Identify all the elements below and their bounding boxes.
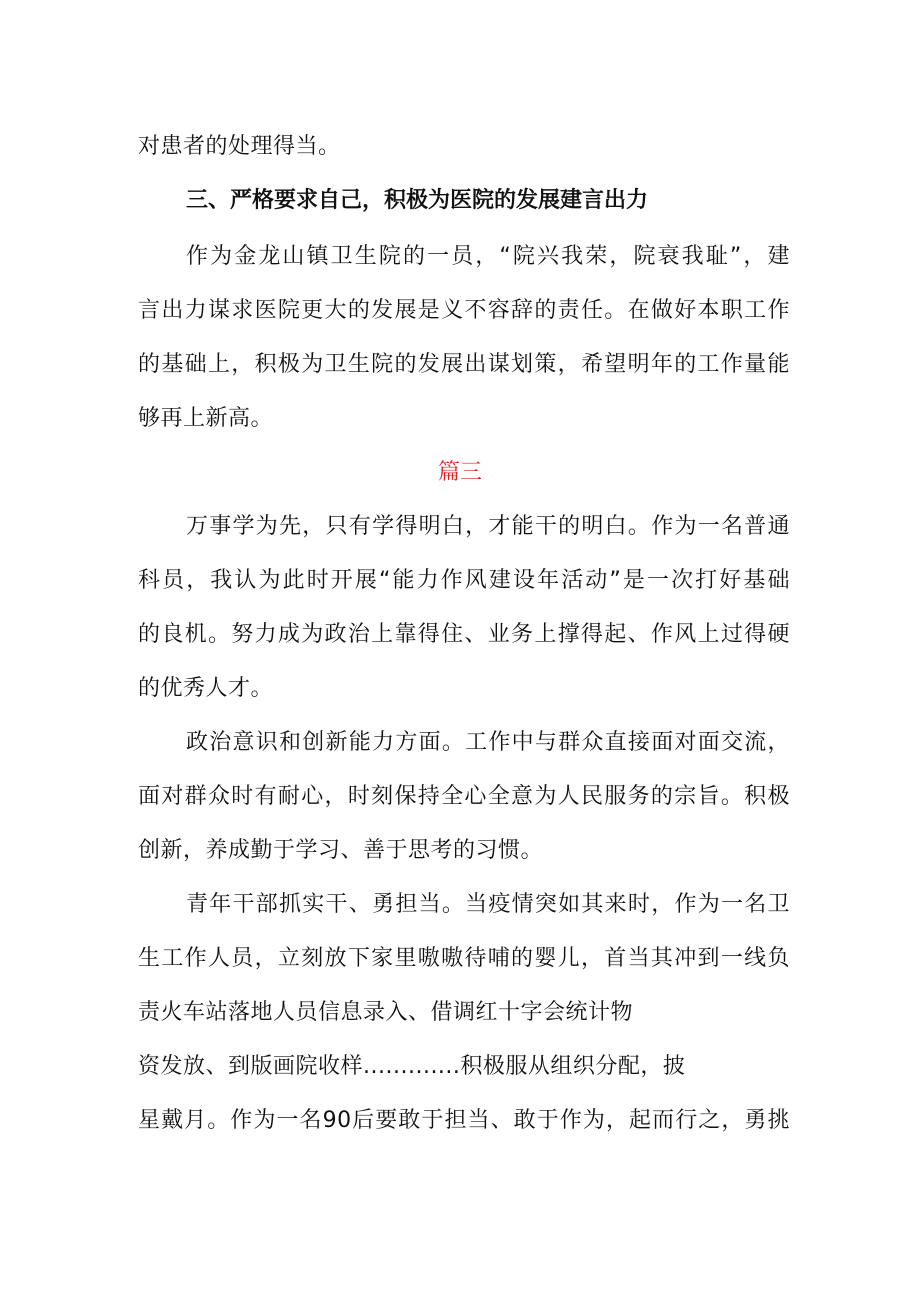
paragraph-line: 言出力谋求医院更大的发展是义不容辞的责任。在做好本职工作 — [138, 298, 790, 323]
section-heading: 三、严格要求自己，积极为医院的发展建言出力 — [186, 188, 649, 213]
paragraph-line: 作为金龙山镇卫生院的一员，“院兴我荣，院衰我耻”，建 — [186, 244, 790, 269]
paragraph-line: 星戴月。作为一名90后要敢于担当、敢于作为，起而行之，勇挑 — [138, 1108, 790, 1133]
paragraph-line: 科员，我认为此时开展“能力作风建设年活动”是一次打好基础 — [138, 568, 790, 593]
paragraph-line: 的优秀人才。 — [138, 676, 274, 701]
paragraph-line: 创新，养成勤于学习、善于思考的习惯。 — [138, 838, 544, 863]
paragraph-line: 责火车站落地人员信息录入、借调红十字会统计物 — [138, 1000, 634, 1025]
paragraph-line: 面对群众时有耐心，时刻保持全心全意为人民服务的宗旨。积极 — [138, 784, 790, 809]
paragraph-line: 青年干部抓实干、勇担当。当疫情突如其来时，作为一名卫 — [186, 892, 790, 917]
paragraph-line: 的良机。努力成为政治上靠得住、业务上撑得起、作风上过得硬 — [138, 622, 790, 647]
paragraph-line: 资发放、到版画院收样.............积极服从组织分配，披 — [138, 1054, 686, 1079]
paragraph-line: 政治意识和创新能力方面。工作中与群众直接面对面交流， — [186, 730, 790, 755]
part-title: 篇三 — [437, 460, 482, 485]
paragraph-line: 生工作人员，立刻放下家里嗷嗷待哺的婴儿，首当其冲到一线负 — [138, 946, 790, 971]
paragraph-line: 对患者的处理得当。 — [138, 134, 341, 159]
paragraph-line: 的基础上，积极为卫生院的发展出谋划策，希望明年的工作量能 — [138, 352, 790, 377]
paragraph-line: 够再上新高。 — [138, 406, 274, 431]
paragraph-line: 万事学为先，只有学得明白，才能干的明白。作为一名普通 — [186, 514, 790, 539]
